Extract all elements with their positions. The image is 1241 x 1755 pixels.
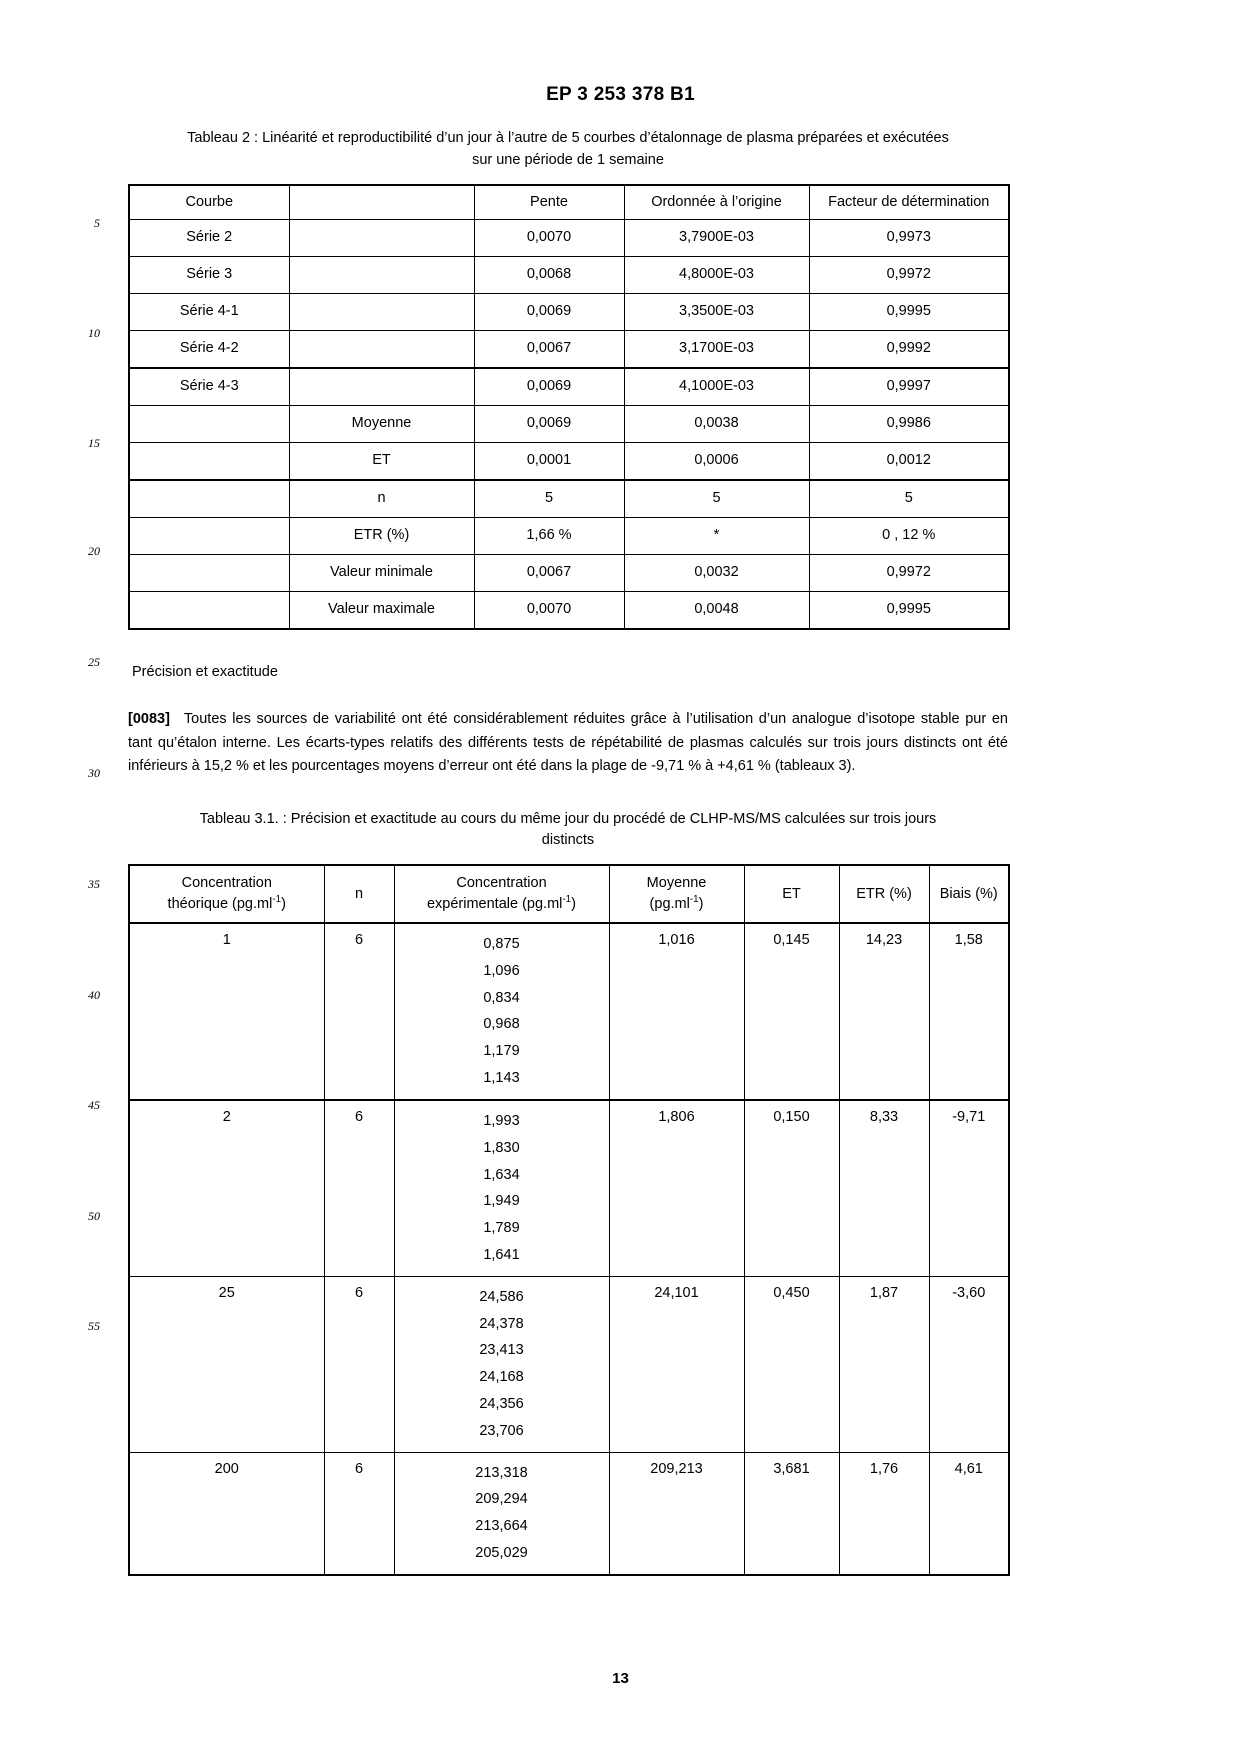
cell-et: 3,681 (744, 1452, 839, 1575)
table-row (129, 1452, 1009, 1575)
cell-concentration-experimentale (394, 1452, 609, 1575)
cell-courbe (129, 518, 289, 555)
col-header-ordonnee: Ordonnée à l’origine (624, 185, 809, 220)
cell-ordonnee: 0,0048 (624, 592, 809, 630)
cell-pente: 0,0070 (474, 592, 624, 630)
measurement-value: 0,875 (483, 936, 520, 953)
cell-n: 6 (324, 1452, 394, 1575)
table2-caption-line2: sur une période de 1 semaine (472, 151, 664, 168)
header-line1: Concentration (181, 875, 272, 892)
cell-pente: 0,0068 (474, 257, 624, 294)
header-line2-post: ) (281, 896, 286, 913)
line-number: 50 (88, 1209, 100, 1223)
cell-pente: 0,0067 (474, 555, 624, 592)
cell-ordonnee: 3,3500E-03 (624, 294, 809, 331)
cell-facteur: 0,9995 (809, 592, 1009, 630)
cell-courbe (129, 443, 289, 481)
cell-pente: 0,0070 (474, 220, 624, 257)
measurement-value: 213,664 (475, 1518, 528, 1535)
table-row-header (129, 185, 1009, 220)
cell-moyenne: 1,016 (609, 923, 744, 1100)
cell-stat (289, 331, 474, 369)
cell-pente: 0,0069 (474, 368, 624, 406)
cell-courbe: Série 3 (129, 257, 289, 294)
table-row (129, 1100, 1009, 1276)
line-number: 40 (88, 988, 100, 1002)
col-header-et: ET (744, 865, 839, 923)
cell-stat: Valeur maximale (289, 592, 474, 630)
cell-courbe: Série 4-2 (129, 331, 289, 369)
cell-moyenne: 209,213 (609, 1452, 744, 1575)
measurement-value: 1,179 (483, 1043, 520, 1060)
measurement-value: 24,168 (479, 1369, 524, 1386)
measurement-value: 1,096 (483, 962, 520, 979)
header-line2-post: ) (571, 896, 576, 913)
cell-concentration-experimentale (394, 923, 609, 1100)
measurement-value: 23,413 (479, 1342, 524, 1359)
col-header-courbe: Courbe (129, 185, 289, 220)
cell-ordonnee: 3,1700E-03 (624, 331, 809, 369)
measurement-value: 213,318 (475, 1464, 528, 1481)
cell-facteur: 0,9972 (809, 555, 1009, 592)
cell-n: 6 (324, 1100, 394, 1276)
measurement-value: 23,706 (479, 1422, 524, 1439)
section-heading-precision-exactitude: Précision et exactitude (132, 664, 278, 681)
cell-stat (289, 220, 474, 257)
cell-facteur: 0,0012 (809, 443, 1009, 481)
line-number: 15 (88, 436, 100, 450)
cell-stat: n (289, 480, 474, 518)
header-line2-post: ) (698, 896, 704, 913)
measurement-value: 205,029 (475, 1545, 528, 1562)
table31-caption-line1: Tableau 3.1. : Précision et exactitude au cours du même jour du procédé de CLHP-MS/MS calculées sur trois jours (199, 810, 937, 827)
col-header-blank (289, 185, 474, 220)
cell-ordonnee: 4,8000E-03 (624, 257, 809, 294)
measurement-value: 24,356 (479, 1396, 524, 1413)
table2-caption-line1: Tableau 2 : Linéarité et reproductibilité d’un jour à l’autre de 5 courbes d’étalonnage de plasma préparées et exécutées (187, 130, 949, 146)
line-number: 45 (88, 1098, 100, 1112)
header-line2-sup: -1 (689, 894, 699, 906)
cell-courbe: Série 4-1 (129, 294, 289, 331)
col-header-biais: Biais (%) (929, 865, 1009, 923)
measurement-value: 1,634 (483, 1166, 520, 1183)
cell-ordonnee: 4,1000E-03 (624, 368, 809, 406)
cell-etr: 1,76 (839, 1452, 929, 1575)
header-line2-sup: -1 (562, 894, 572, 906)
cell-biais: 1,58 (929, 923, 1009, 1100)
table2-caption (128, 128, 1008, 172)
line-number: 25 (88, 655, 100, 669)
col-header-concentration-theorique (129, 865, 324, 923)
margin-line-numbers (0, 0, 120, 1755)
line-number: 35 (88, 877, 100, 891)
cell-pente: 0,0001 (474, 443, 624, 481)
table-row (129, 518, 1009, 555)
measurement-value: 24,378 (479, 1315, 524, 1332)
cell-et: 0,145 (744, 923, 839, 1100)
measurement-value: 24,586 (479, 1288, 524, 1305)
table-row (129, 331, 1009, 369)
table-row-header (129, 865, 1009, 923)
cell-moyenne: 24,101 (609, 1276, 744, 1452)
table31-caption (128, 809, 1008, 853)
cell-facteur: 0,9997 (809, 368, 1009, 406)
table-linearite-reproductibilite (128, 184, 1010, 631)
table-row (129, 443, 1009, 481)
cell-ordonnee: 0,0032 (624, 555, 809, 592)
cell-stat (289, 257, 474, 294)
cell-ordonnee: 5 (624, 480, 809, 518)
table-row (129, 592, 1009, 630)
cell-courbe (129, 592, 289, 630)
cell-concentration-theorique: 1 (129, 923, 324, 1100)
line-number: 55 (88, 1319, 100, 1333)
cell-facteur: 0,9992 (809, 331, 1009, 369)
cell-ordonnee: 0,0006 (624, 443, 809, 481)
paragraph-number: [0083] (128, 711, 170, 728)
cell-stat: Moyenne (289, 406, 474, 443)
cell-facteur: 0,9972 (809, 257, 1009, 294)
header-line1: Moyenne (646, 875, 707, 892)
cell-stat: ET (289, 443, 474, 481)
cell-pente: 1,66 % (474, 518, 624, 555)
cell-courbe: Série 4-3 (129, 368, 289, 406)
measurement-value: 209,294 (475, 1491, 528, 1508)
cell-courbe (129, 480, 289, 518)
cell-stat: ETR (%) (289, 518, 474, 555)
cell-pente: 5 (474, 480, 624, 518)
cell-facteur: 0,9995 (809, 294, 1009, 331)
cell-stat: Valeur minimale (289, 555, 474, 592)
measurement-value: 1,993 (483, 1112, 520, 1129)
cell-courbe (129, 555, 289, 592)
cell-et: 0,450 (744, 1276, 839, 1452)
col-header-facteur: Facteur de détermination (809, 185, 1009, 220)
cell-etr: 1,87 (839, 1276, 929, 1452)
line-number: 30 (88, 766, 100, 780)
measurement-value: 1,143 (483, 1070, 520, 1087)
cell-concentration-theorique: 2 (129, 1100, 324, 1276)
cell-n: 6 (324, 1276, 394, 1452)
header-line2-pre: expérimentale (pg.ml (426, 896, 563, 913)
cell-facteur: 0,9973 (809, 220, 1009, 257)
col-header-etr: ETR (%) (839, 865, 929, 923)
cell-stat (289, 368, 474, 406)
cell-pente: 0,0069 (474, 406, 624, 443)
table-row (129, 368, 1009, 406)
cell-ordonnee: * (624, 518, 809, 555)
paragraph-text: Toutes les sources de variabilité ont été considérablement réduites grâce à l’utilisation d’un analogue d’isotope stable pur en tant qu’étalon interne. Les écarts-types relatifs des différents tests de répétabilité de plasmas calculés sur trois jours distincts ont été inférieurs à 15,2 % et les pourcentages moyens d’erreur ont été dans la plage de -9,71 % à +4,61 % (tableaux 3). (128, 711, 1008, 775)
cell-moyenne: 1,806 (609, 1100, 744, 1276)
table-row (129, 294, 1009, 331)
line-number: 10 (88, 326, 100, 340)
cell-pente: 0,0069 (474, 294, 624, 331)
cell-concentration-experimentale (394, 1276, 609, 1452)
cell-etr: 14,23 (839, 923, 929, 1100)
measurement-value: 1,789 (483, 1220, 520, 1237)
measurement-value: 1,641 (483, 1246, 520, 1263)
cell-ordonnee: 3,7900E-03 (624, 220, 809, 257)
cell-courbe (129, 406, 289, 443)
measurement-value: 0,834 (483, 989, 520, 1006)
cell-concentration-theorique: 25 (129, 1276, 324, 1452)
cell-facteur: 5 (809, 480, 1009, 518)
table-row (129, 555, 1009, 592)
cell-courbe: Série 2 (129, 220, 289, 257)
measurement-value: 1,830 (483, 1139, 520, 1156)
cell-biais: -9,71 (929, 1100, 1009, 1276)
cell-et: 0,150 (744, 1100, 839, 1276)
page-number: 13 (612, 1670, 629, 1687)
paragraph-0083 (128, 708, 1008, 778)
cell-facteur: 0,9986 (809, 406, 1009, 443)
document-header: EP 3 253 378 B1 (546, 84, 695, 105)
cell-concentration-theorique: 200 (129, 1452, 324, 1575)
table-precision-exactitude (128, 864, 1010, 1576)
cell-n: 6 (324, 923, 394, 1100)
measurement-value: 1,949 (483, 1193, 520, 1210)
line-number: 5 (94, 216, 100, 230)
header-line2-pre: (pg.ml (649, 896, 690, 913)
cell-pente: 0,0067 (474, 331, 624, 369)
cell-ordonnee: 0,0038 (624, 406, 809, 443)
cell-concentration-experimentale (394, 1100, 609, 1276)
table-row (129, 923, 1009, 1100)
col-header-concentration-experimentale (394, 865, 609, 923)
table-row (129, 220, 1009, 257)
table-row (129, 406, 1009, 443)
cell-biais: 4,61 (929, 1452, 1009, 1575)
content-column (128, 0, 1008, 1576)
col-header-moyenne (609, 865, 744, 923)
measurement-value: 0,968 (483, 1016, 520, 1033)
line-number: 20 (88, 544, 100, 558)
cell-biais: -3,60 (929, 1276, 1009, 1452)
header-line2-sup: -1 (272, 894, 282, 906)
col-header-pente: Pente (474, 185, 624, 220)
col-header-n: n (324, 865, 394, 923)
header-line1: Concentration (456, 875, 547, 892)
header-line2-pre: théorique (pg.ml (167, 896, 273, 913)
cell-stat (289, 294, 474, 331)
cell-facteur: 0 , 12 % (809, 518, 1009, 555)
table-row (129, 1276, 1009, 1452)
table31-caption-line2: distincts (541, 832, 595, 849)
table-row (129, 480, 1009, 518)
cell-etr: 8,33 (839, 1100, 929, 1276)
table-row (129, 257, 1009, 294)
